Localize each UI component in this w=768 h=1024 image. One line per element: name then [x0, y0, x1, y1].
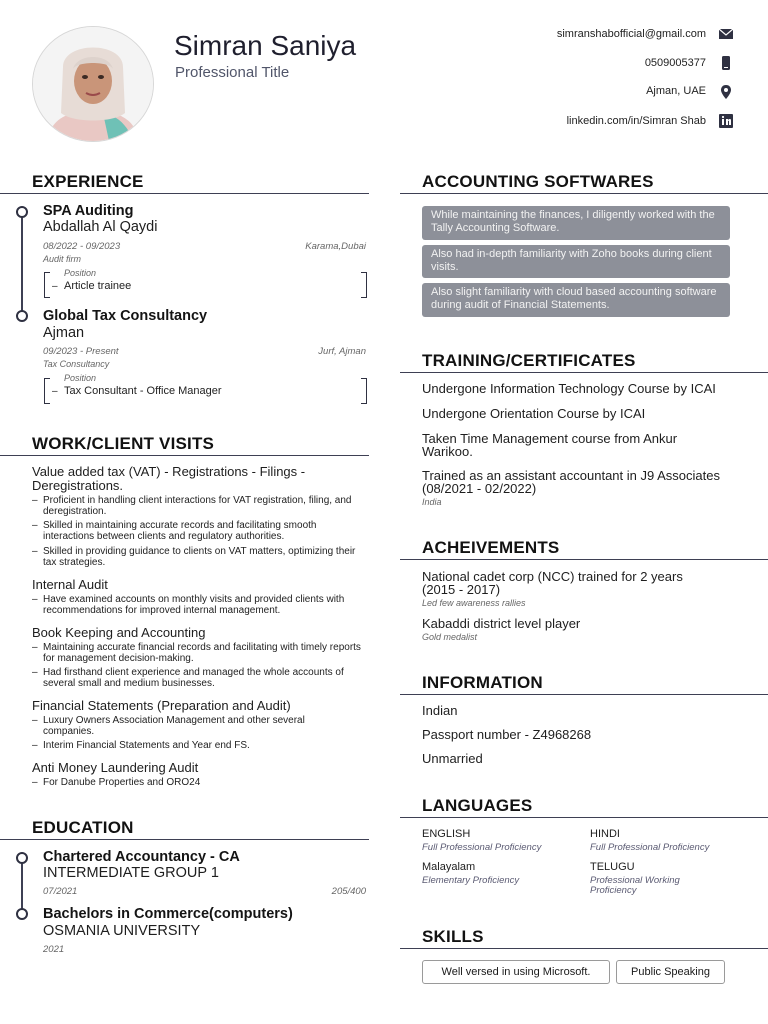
job-company: Global Tax Consultancy — [43, 308, 208, 324]
language-level: Elementary Proficiency — [422, 875, 520, 886]
contact-phone[interactable]: 0509005377 — [644, 57, 706, 69]
software-heading: ACCOUNTING SOFTWARES — [422, 172, 654, 191]
timeline-dot — [16, 852, 28, 864]
training-item: Trained as an assistant accountant in J9 Associates (08/2021 - 02/2022) — [422, 468, 720, 496]
visit-bullet: Proficient in handling client interactions for VAT registration, filing, and deregistration. — [43, 495, 352, 517]
job-company: SPA Auditing — [43, 203, 134, 219]
work-visits-rule — [0, 455, 369, 456]
visit-bullet: Skilled in providing guidance to clients on VAT matters, optimizing their tax strategies. — [43, 546, 356, 568]
job-location: Jurf, Ajman — [318, 346, 366, 357]
job-employer: Ajman — [43, 325, 85, 341]
training-heading: TRAINING/CERTIFICATES — [422, 351, 636, 370]
achievements-heading: ACHEIVEMENTS — [422, 538, 560, 557]
information-item: Indian — [422, 703, 458, 718]
job-position: Tax Consultant - Office Manager — [64, 385, 222, 397]
position-label: Position — [64, 373, 97, 383]
dash: – — [32, 667, 38, 678]
experience-timeline — [21, 216, 23, 316]
achievements-rule — [400, 559, 768, 560]
visit-bullet: Luxury Owners Association Management and other several companies. — [43, 715, 305, 737]
language-level: Full Professional Proficiency — [422, 842, 542, 853]
dash: – — [32, 715, 38, 726]
achievement-note: Led few awareness rallies — [422, 598, 526, 608]
visit-bullet: Interim Financial Statements and Year end FS. — [43, 740, 250, 751]
language-name: Malayalam — [422, 861, 476, 873]
edu-degree: Chartered Accountancy - CA — [43, 849, 240, 865]
visit-group-title: Anti Money Laundering Audit — [32, 760, 199, 775]
bracket-left — [44, 272, 50, 298]
professional-title: Professional Title — [175, 64, 290, 81]
work-visits-heading: WORK/CLIENT VISITS — [32, 434, 215, 453]
skills-rule — [400, 948, 768, 949]
software-item: While maintaining the finances, I diligently worked with the Tally Accounting Software. — [422, 206, 730, 240]
training-note: India — [422, 497, 442, 507]
visit-group-title: Internal Audit — [32, 577, 108, 592]
achievement-item: Kabaddi district level player — [422, 616, 581, 631]
training-item: Undergone Orientation Course by ICAI — [422, 406, 646, 421]
visit-group-title: Financial Statements (Preparation and Audit) — [32, 698, 291, 713]
achievement-item: National cadet corp (NCC) trained for 2 years (2015 - 2017) — [422, 569, 683, 597]
contact-linkedin[interactable]: linkedin.com/in/Simran Shab — [566, 115, 706, 127]
dash: – — [32, 594, 38, 605]
software-rule — [400, 193, 768, 194]
timeline-dot — [16, 908, 28, 920]
dash: – — [32, 495, 38, 506]
job-type: Audit firm — [43, 254, 82, 264]
job-position: Article trainee — [64, 280, 132, 292]
bracket-right — [361, 272, 367, 298]
edu-date: 07/2021 — [43, 886, 78, 897]
dash: – — [32, 642, 38, 653]
language-level: Full Professional Proficiency — [590, 842, 710, 853]
training-rule — [400, 372, 768, 373]
language-name: ENGLISH — [422, 828, 471, 840]
education-rule — [0, 839, 369, 840]
software-item: Also had in-depth familiarity with Zoho books during client visits. — [422, 245, 730, 278]
information-rule — [400, 694, 768, 695]
job-dates: 09/2023 - Present — [43, 346, 119, 357]
candidate-name: Simran Saniya — [174, 30, 357, 61]
edu-institution: INTERMEDIATE GROUP 1 — [43, 865, 219, 881]
job-type: Tax Consultancy — [43, 359, 110, 369]
bracket-left — [44, 378, 50, 404]
linkedin-icon — [718, 113, 734, 127]
phone-icon — [718, 55, 734, 69]
visit-bullet: Have examined accounts on monthly visits and provided clients with recommendations for improved internal management. — [43, 594, 345, 616]
job-dates: 08/2022 - 09/2023 — [43, 241, 121, 252]
information-item: Passport number - Z4968268 — [422, 727, 592, 742]
visit-bullet: Maintaining accurate financial records and facilitating with timely reports for management decision-making. — [43, 642, 361, 664]
visit-group-title: Value added tax (VAT) - Registrations - Filings - Deregistrations. — [32, 464, 306, 493]
visit-group-title: Book Keeping and Accounting — [32, 625, 206, 640]
bracket-right — [361, 378, 367, 404]
language-name: HINDI — [590, 828, 620, 840]
edu-score: 205/400 — [331, 886, 366, 897]
position-label: Position — [64, 268, 97, 278]
contact-email[interactable]: simranshabofficial@gmail.com — [556, 28, 706, 40]
edu-institution: OSMANIA UNIVERSITY — [43, 923, 201, 939]
visit-bullet: Had firsthand client experience and managed the whole accounts of several small and medium businesses. — [43, 667, 344, 689]
contact-location: Ajman, UAE — [646, 85, 706, 97]
languages-heading: LANGUAGES — [422, 796, 533, 815]
dash: – — [32, 520, 38, 531]
dash: – — [32, 740, 38, 751]
information-heading: INFORMATION — [422, 673, 543, 692]
location-pin-icon — [718, 84, 734, 98]
dash: – — [32, 546, 38, 557]
languages-rule — [400, 817, 768, 818]
training-item: Undergone Information Technology Course by ICAI — [422, 381, 716, 396]
language-name: TELUGU — [590, 861, 635, 873]
software-item: Also slight familiarity with cloud based accounting software during audit of Financial Statements. — [422, 283, 730, 317]
dash: – — [52, 386, 58, 397]
skill-tag: Public Speaking — [616, 960, 725, 984]
skill-tag: Well versed in using Microsoft. — [422, 960, 610, 984]
timeline-dot — [16, 206, 28, 218]
dash: – — [52, 281, 58, 292]
visit-bullet: For Danube Properties and ORO24 — [43, 777, 201, 788]
dash: – — [32, 777, 38, 788]
timeline-dot — [16, 310, 28, 322]
skills-heading: SKILLS — [422, 927, 484, 946]
edu-degree: Bachelors in Commerce(computers) — [43, 906, 293, 922]
experience-rule — [0, 193, 369, 194]
education-timeline — [21, 862, 23, 914]
job-location: Karama,Dubai — [305, 241, 366, 252]
envelope-icon — [718, 27, 734, 41]
job-employer: Abdallah Al Qaydi — [43, 219, 158, 235]
experience-heading: EXPERIENCE — [32, 172, 144, 191]
language-level: Professional Working Proficiency — [590, 875, 680, 896]
education-heading: EDUCATION — [32, 818, 134, 837]
achievement-note: Gold medalist — [422, 632, 478, 642]
information-item: Unmarried — [422, 751, 483, 766]
edu-date: 2021 — [43, 944, 65, 955]
profile-photo — [32, 26, 154, 142]
training-item: Taken Time Management course from Ankur Warikoo. — [422, 431, 678, 459]
visit-bullet: Skilled in maintaining accurate records and facilitating smooth interactions between clients and regulatory authorities. — [43, 520, 317, 542]
